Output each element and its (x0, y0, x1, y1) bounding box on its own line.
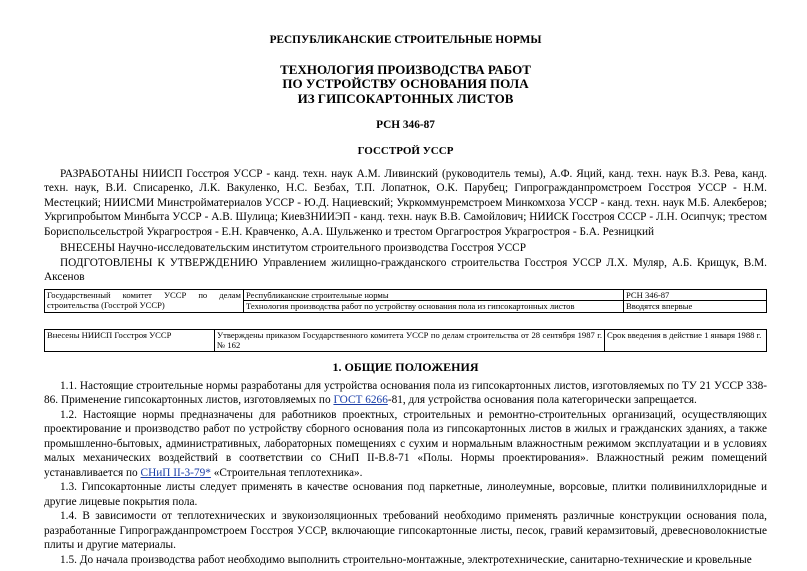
table-cell: Утверждены приказом Государственного комитета УССР по делам строительства от 28 сентября 1987 г. № 162 (215, 329, 605, 351)
gost-link[interactable]: ГОСТ 6266 (333, 394, 388, 407)
credits-prepared: ПОДГОТОВЛЕНЫ К УТВЕРЖДЕНИЮ Управлением жилищно-гражданского строительства Госстроя УССР Л.Х. Муляр, А.Б. Крищук, В.М. Аксенов (44, 256, 767, 284)
table-cell: Срок введения в действие 1 января 1988 г. (605, 329, 767, 351)
document-code: РСН 346-87 (376, 118, 435, 131)
table-row (45, 289, 767, 301)
table-cell: РСН 346-87 (624, 289, 767, 301)
credits-developed: РАЗРАБОТАНЫ НИИСП Госстроя УССР - канд. техн. наук А.М. Ливинский (руководитель темы), А.Ф. Яций, канд. техн. наук В.З. Рева, канд. техн. наук, В.И. Списаренко, Л.К. Вакуленко, Н.С. Безбах, Т.П. Лопатнок, О.К. Парубец; Гипрогражданпромстроем Госстроя УССР - Н.М. Местецкий; НИИСМИ Минстройматериалов УССР - Ю.Д. Нациевский; Укркоммунремстроем Минкомхоза УССР - канд. техн. наук М.Б. Алекберов; Укргипробытом Минбыта УССР - А.В. Шулица; КиевЗНИИЭП - канд. техн. наук В.В. Самойлович; НИИСК Госстроя СССР - Л.Н. Осипчук; трестом Бориспольсельстрой Украгростроя - Е.Н. Кравченко, А.А. Шульженко и трестом Оргагростроя Украгростроя - Б.А. Резницкий (44, 167, 767, 238)
paragraph-1-2 (44, 408, 767, 481)
table-row (45, 329, 767, 351)
table-cell: Государственный комитет УССР по делам строительства (Госстрой УССР) (45, 289, 244, 312)
paragraph-1-5: 1.5. До начала производства работ необходимо выполнить строительно-монтажные, электротехнические, санитарно-технические и кровельные (60, 553, 752, 566)
paragraph-text: 1.2. Настоящие нормы предназначены для работников проектных, строительных и ремонтно-строительных организаций, осуществляющих проектирование и производство работ по устройству сборного основания пола из гипсокартонных листов в жилых и гражданских зданиях, а также промышленно-бытовых, административных, лабораторных помещениях с сухим и нормальным влажностным режимом эксплуатации и в условиях малых механических воздействий в соответствии со СНиП II-В.8-71 «Полы. Нормы проектирования». Влажностный режим помещений устанавливается по (44, 408, 767, 479)
document-header-top: РЕСПУБЛИКАНСКИЕ СТРОИТЕЛЬНЫЕ НОРМЫ (269, 34, 542, 46)
title-line-2: ПО УСТРОЙСТВУ ОСНОВАНИЯ ПОЛА (282, 76, 529, 92)
title-line-1: ТЕХНОЛОГИЯ ПРОИЗВОДСТВА РАБОТ (280, 62, 531, 77)
document-organization: ГОССТРОЙ УССР (357, 144, 454, 157)
title-line-3: ИЗ ГИПСОКАРТОННЫХ ЛИСТОВ (297, 90, 514, 106)
paragraph-1-4: 1.4. В зависимости от теплотехнических и звукоизоляционных требований необходимо применять различные конструкции основания пола, разработанные Гипрогражданпромстроем Госстроя УССР, включающие гипсокартонные листы, песок, гравий керамзитовый, древесноволокнистые плиты и другие материалы. (44, 510, 767, 552)
credits-introduced: ВНЕСЕНЫ Научно-исследовательским институтом строительного производства Госстроя УССР (60, 242, 526, 255)
table-cell: Республиканские строительные нормы (244, 289, 624, 301)
paragraph-1-1 (44, 379, 767, 408)
table-cell: Внесены НИИСП Госстроя УССР (45, 329, 215, 351)
table-cell: Вводятся впервые (624, 301, 767, 313)
paragraph-text: 1.1. Настоящие строительные нормы разработаны для устройства основания пола из гипсокартонных листов, изготовляемых по ТУ 21 УССР 338-86. Применение гипсокартонных листов, изготовляемых по (44, 379, 767, 407)
section-title: 1. ОБЩИЕ ПОЛОЖЕНИЯ (332, 359, 479, 374)
paragraph-text: -81, для устройства основания пола категорически запрещается. (387, 394, 697, 407)
info-table-1 (44, 289, 767, 313)
document-title (44, 63, 767, 106)
snip-link[interactable]: СНиП II-3-79* (140, 466, 211, 479)
info-table-2 (44, 329, 767, 352)
paragraph-1-3: 1.3. Гипсокартонные листы следует применять в качестве основания под паркетные, линолеумные, ворсовые, плитки поливинилхлоридные и другие лицевые покрытия пола. (44, 481, 767, 508)
table-cell: Технология производства работ по устройству основания пола из гипсокартонных листов (244, 301, 624, 313)
paragraph-text: «Строительная теплотехника». (210, 466, 363, 479)
